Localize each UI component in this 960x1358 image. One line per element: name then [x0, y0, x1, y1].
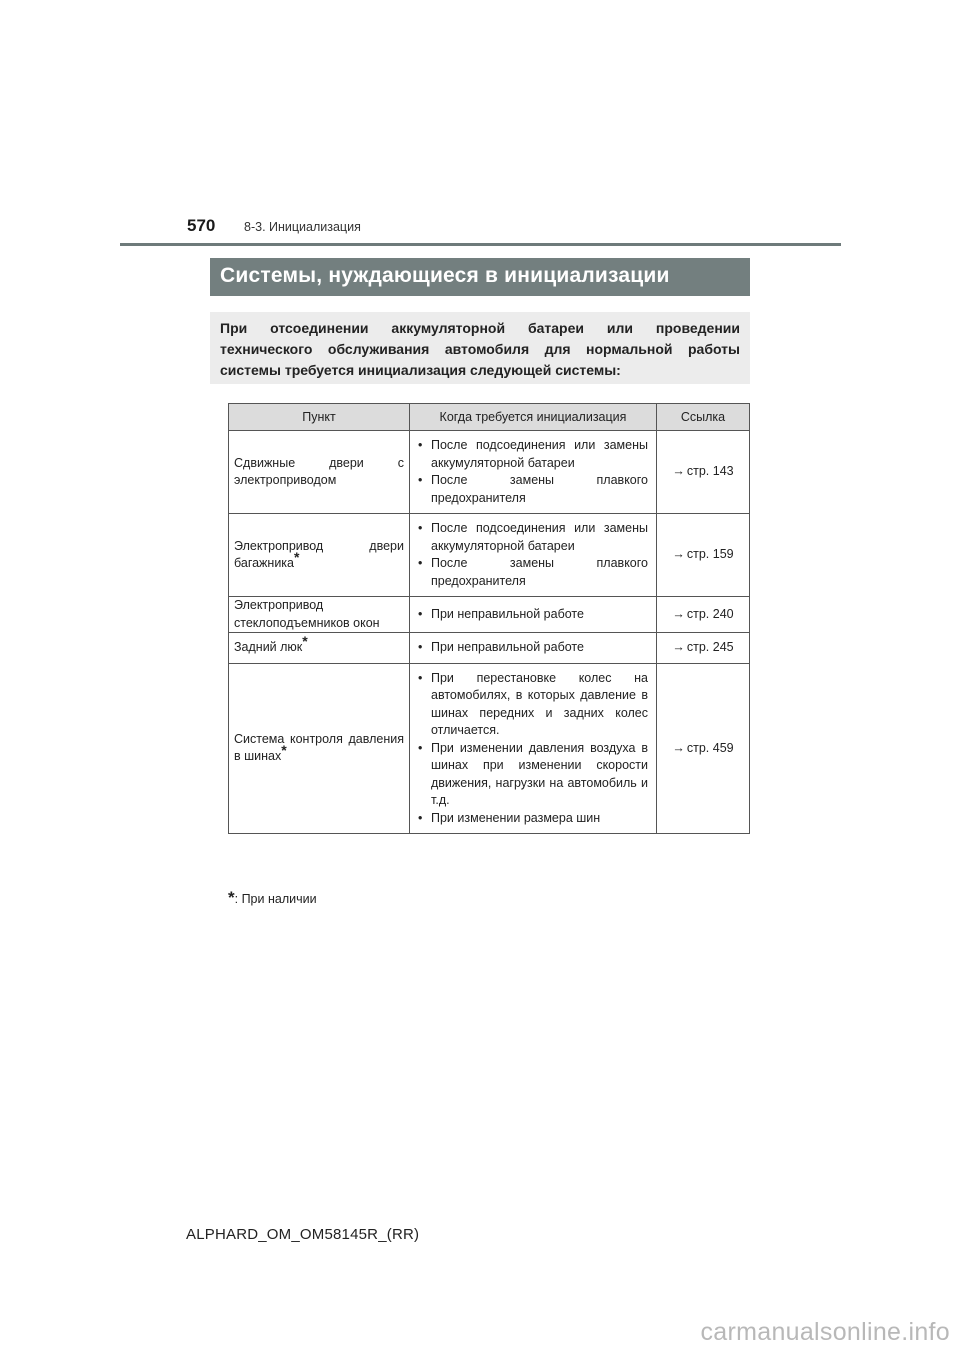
reference-cell [657, 431, 750, 514]
table-row [229, 431, 750, 514]
condition-item: • После подсоединения или замены аккумуляторной батареи [418, 520, 648, 555]
system-name-cell [229, 431, 410, 514]
arrow-right-icon: → [672, 464, 685, 479]
conditions-cell [410, 431, 657, 514]
intro-text: При отсоединении аккумуляторной батареи или проведении технического обслуживания автомобиля для нормальной работы системы требуется инициализация следующей системы: [210, 312, 750, 384]
page-title: Системы, нуждающиеся в инициализации [210, 258, 750, 296]
conditions-list [418, 670, 648, 828]
header-divider [120, 243, 841, 246]
condition-item: • После подсоединения или замены аккумуляторной батареи [418, 437, 648, 472]
arrow-right-icon: → [672, 640, 685, 654]
system-name: Сдвижные двери с электроприводом [234, 455, 404, 487]
reference-cell [657, 597, 750, 633]
watermark: carmanualsonline.info [700, 1318, 950, 1346]
table-row [229, 514, 750, 597]
page-reference-link[interactable]: стр. 245 [686, 640, 734, 654]
system-name: Электропривод двери багажника [234, 538, 404, 570]
conditions-list [418, 606, 648, 624]
conditions-list [418, 520, 648, 590]
system-name: Система контроля давления в шинах [234, 731, 404, 764]
reference-cell [657, 663, 750, 834]
condition-item: • При неправильной работе [418, 639, 648, 657]
footnote-marker: * [294, 548, 300, 565]
column-header-item: Пункт [229, 404, 410, 431]
system-name-cell [229, 663, 410, 834]
column-header-ref: Ссылка [657, 404, 750, 431]
footnote-marker: * [281, 742, 287, 759]
system-name-cell [229, 597, 410, 633]
arrow-right-icon: → [672, 547, 685, 562]
page-reference-link[interactable]: стр. 240 [686, 606, 734, 621]
condition-item: • После замены плавкого предохранителя [418, 472, 648, 507]
column-header-when: Когда требуется инициализация [410, 404, 657, 431]
document-code: ALPHARD_OM_OM58145R_(RR) [186, 1226, 420, 1243]
section-label: 8-3. Инициализация [244, 220, 361, 234]
page-reference-link[interactable]: стр. 159 [686, 547, 734, 562]
conditions-cell [410, 633, 657, 664]
footnote [228, 888, 317, 908]
condition-item: • При неправильной работе [418, 606, 648, 624]
table-row [229, 597, 750, 633]
system-name: Электропривод стеклоподъемников окон [234, 598, 380, 630]
reference-cell [657, 633, 750, 664]
conditions-cell [410, 597, 657, 633]
reference-cell [657, 514, 750, 597]
footnote-marker: * [302, 632, 308, 649]
page-reference-link[interactable]: стр. 143 [686, 464, 734, 479]
arrow-right-icon: → [672, 740, 685, 755]
condition-item: • При изменении размера шин [418, 810, 648, 828]
table-body [229, 431, 750, 834]
conditions-cell [410, 514, 657, 597]
conditions-list [418, 437, 648, 507]
page-number: 570 [187, 216, 216, 235]
system-name-cell [229, 514, 410, 597]
conditions-cell [410, 663, 657, 834]
system-name: Задний люк [234, 640, 303, 654]
initialization-table [228, 403, 750, 834]
condition-item: • При изменении давления воздуха в шинах при изменении скорости движения, нагрузки на автомобиль и т.д. [418, 740, 648, 810]
footnote-asterisk: * [228, 888, 235, 907]
arrow-right-icon: → [672, 606, 685, 621]
conditions-list [418, 639, 648, 657]
condition-item: • При перестановке колес на автомобилях, в которых давление в шинах передних и задних колес отличается. [418, 670, 648, 740]
table-row [229, 633, 750, 664]
condition-item: • После замены плавкого предохранителя [418, 555, 648, 590]
footnote-text: : При наличии [234, 892, 317, 906]
table-header-row [229, 404, 750, 431]
system-name-cell [229, 633, 410, 664]
page-reference-link[interactable]: стр. 459 [686, 740, 734, 755]
table-row [229, 663, 750, 834]
